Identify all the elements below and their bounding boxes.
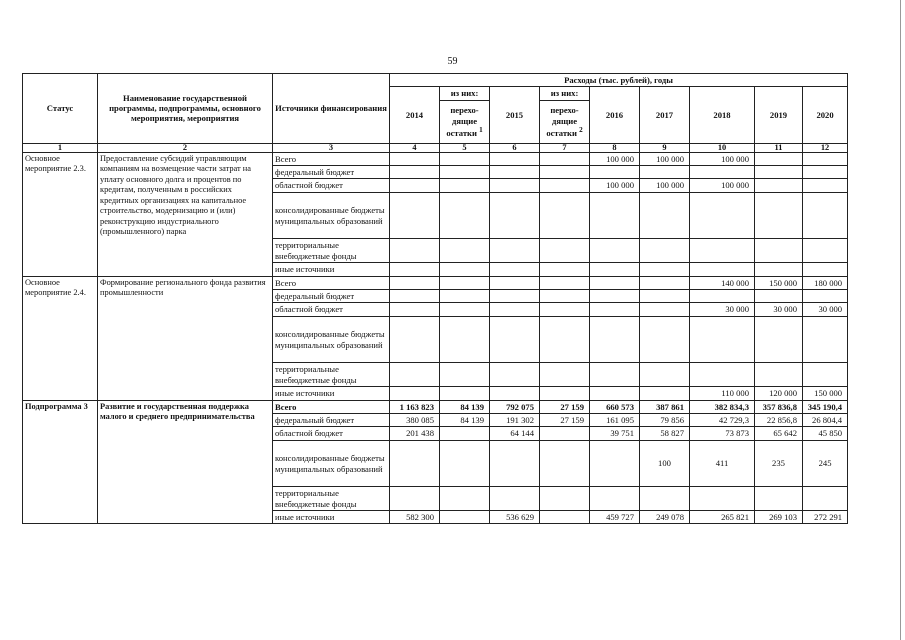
header-expenses: Расходы (тыс. рублей), годы xyxy=(390,74,848,87)
value-cell: 150 000 xyxy=(755,276,803,289)
value-cell: 120 000 xyxy=(755,387,803,400)
value-cell xyxy=(590,263,640,276)
value-cell xyxy=(640,303,690,317)
header-of-them-2015: из них: xyxy=(540,87,590,100)
value-cell xyxy=(390,239,440,263)
value-cell: 536 629 xyxy=(490,511,540,524)
value-cell xyxy=(755,239,803,263)
value-cell xyxy=(590,441,640,487)
value-cell xyxy=(640,193,690,239)
header-year-2018: 2018 xyxy=(690,87,755,143)
value-cell xyxy=(440,427,490,441)
value-cell xyxy=(690,263,755,276)
value-cell xyxy=(640,387,690,400)
value-cell xyxy=(590,165,640,178)
value-cell xyxy=(390,193,440,239)
funding-source: Всего xyxy=(273,276,390,289)
header-status: Статус xyxy=(23,74,98,144)
value-cell xyxy=(590,193,640,239)
value-cell: 110 000 xyxy=(690,387,755,400)
value-cell: 411 xyxy=(690,441,755,487)
value-cell xyxy=(440,363,490,387)
header-year-2020: 2020 xyxy=(803,87,848,143)
column-number: 10 xyxy=(690,143,755,152)
value-cell: 191 302 xyxy=(490,413,540,426)
value-cell xyxy=(755,289,803,302)
value-cell xyxy=(490,441,540,487)
value-cell xyxy=(490,317,540,363)
header-year-2019: 2019 xyxy=(755,87,803,143)
value-cell: 42 729,3 xyxy=(690,413,755,426)
value-cell xyxy=(540,289,590,302)
value-cell xyxy=(755,193,803,239)
value-cell xyxy=(590,239,640,263)
value-cell xyxy=(540,179,590,193)
value-cell xyxy=(390,263,440,276)
funding-source: федеральный бюджет xyxy=(273,413,390,426)
value-cell: 201 438 xyxy=(390,427,440,441)
value-cell: 30 000 xyxy=(755,303,803,317)
value-cell xyxy=(490,487,540,511)
value-cell xyxy=(540,487,590,511)
funding-source: Всего xyxy=(273,152,390,165)
value-cell: 26 804,4 xyxy=(803,413,848,426)
value-cell xyxy=(390,487,440,511)
value-cell xyxy=(390,317,440,363)
funding-source: консолидированные бюджеты муниципальных образований xyxy=(273,193,390,239)
value-cell xyxy=(640,263,690,276)
funding-source: федеральный бюджет xyxy=(273,289,390,302)
funding-source: консолидированные бюджеты муниципальных образований xyxy=(273,441,390,487)
value-cell xyxy=(490,276,540,289)
value-cell: 249 078 xyxy=(640,511,690,524)
header-year-2015: 2015 xyxy=(490,87,540,143)
value-cell xyxy=(803,289,848,302)
section-status: Подпрограмма 3 xyxy=(23,400,98,524)
value-cell xyxy=(690,239,755,263)
value-cell: 792 075 xyxy=(490,400,540,413)
value-cell xyxy=(640,239,690,263)
value-cell: 100 000 xyxy=(690,152,755,165)
column-number: 9 xyxy=(640,143,690,152)
value-cell: 73 873 xyxy=(690,427,755,441)
value-cell xyxy=(755,317,803,363)
value-cell xyxy=(440,441,490,487)
value-cell xyxy=(640,317,690,363)
value-cell: 345 190,4 xyxy=(803,400,848,413)
value-cell xyxy=(690,363,755,387)
value-cell xyxy=(755,363,803,387)
column-number: 7 xyxy=(540,143,590,152)
value-cell xyxy=(440,511,490,524)
funding-source: Всего xyxy=(273,400,390,413)
value-cell xyxy=(803,193,848,239)
value-cell xyxy=(540,427,590,441)
value-cell xyxy=(440,387,490,400)
value-cell xyxy=(540,387,590,400)
funding-source: консолидированные бюджеты муниципальных образований xyxy=(273,317,390,363)
value-cell xyxy=(690,487,755,511)
value-cell: 100 xyxy=(640,441,690,487)
column-number: 6 xyxy=(490,143,540,152)
funding-source: областной бюджет xyxy=(273,179,390,193)
value-cell: 30 000 xyxy=(690,303,755,317)
value-cell: 84 139 xyxy=(440,400,490,413)
value-cell: 161 095 xyxy=(590,413,640,426)
value-cell xyxy=(490,387,540,400)
value-cell: 58 827 xyxy=(640,427,690,441)
value-cell xyxy=(490,179,540,193)
value-cell xyxy=(390,179,440,193)
value-cell xyxy=(803,152,848,165)
value-cell: 30 000 xyxy=(803,303,848,317)
value-cell: 459 727 xyxy=(590,511,640,524)
funding-source: территориальные внебюджетные фонды xyxy=(273,487,390,511)
value-cell xyxy=(540,363,590,387)
value-cell xyxy=(803,179,848,193)
value-cell: 79 856 xyxy=(640,413,690,426)
funding-source: областной бюджет xyxy=(273,303,390,317)
value-cell xyxy=(540,152,590,165)
value-cell xyxy=(390,441,440,487)
value-cell xyxy=(640,289,690,302)
header-carryover-2015: перехо- дящие остатки $^2$ xyxy=(540,100,590,143)
column-number: 4 xyxy=(390,143,440,152)
value-cell xyxy=(440,152,490,165)
value-cell xyxy=(803,239,848,263)
value-cell xyxy=(540,511,590,524)
value-cell xyxy=(440,289,490,302)
value-cell xyxy=(390,289,440,302)
value-cell xyxy=(490,193,540,239)
value-cell xyxy=(440,165,490,178)
value-cell xyxy=(690,165,755,178)
value-cell: 100 000 xyxy=(690,179,755,193)
column-number: 2 xyxy=(98,143,273,152)
value-cell: 357 836,8 xyxy=(755,400,803,413)
value-cell xyxy=(440,487,490,511)
funding-source: областной бюджет xyxy=(273,427,390,441)
value-cell xyxy=(390,303,440,317)
value-cell xyxy=(803,263,848,276)
value-cell: 180 000 xyxy=(803,276,848,289)
value-cell xyxy=(690,193,755,239)
value-cell xyxy=(640,165,690,178)
value-cell xyxy=(690,289,755,302)
value-cell xyxy=(490,289,540,302)
value-cell xyxy=(640,487,690,511)
value-cell xyxy=(490,363,540,387)
value-cell xyxy=(590,387,640,400)
value-cell: 65 642 xyxy=(755,427,803,441)
value-cell xyxy=(590,289,640,302)
header-year-2016: 2016 xyxy=(590,87,640,143)
value-cell xyxy=(440,239,490,263)
value-cell: 64 144 xyxy=(490,427,540,441)
column-number: 5 xyxy=(440,143,490,152)
value-cell: 582 300 xyxy=(390,511,440,524)
value-cell xyxy=(540,317,590,363)
value-cell xyxy=(590,487,640,511)
value-cell xyxy=(803,317,848,363)
column-number: 11 xyxy=(755,143,803,152)
value-cell: 84 139 xyxy=(440,413,490,426)
funding-source: иные источники xyxy=(273,511,390,524)
value-cell: 265 821 xyxy=(690,511,755,524)
value-cell xyxy=(590,276,640,289)
value-cell xyxy=(755,152,803,165)
table-row xyxy=(23,400,848,413)
value-cell: 245 xyxy=(803,441,848,487)
value-cell: 660 573 xyxy=(590,400,640,413)
value-cell xyxy=(540,193,590,239)
column-number: 8 xyxy=(590,143,640,152)
value-cell xyxy=(690,317,755,363)
column-numbers-row xyxy=(23,143,848,152)
column-number: 3 xyxy=(273,143,390,152)
value-cell xyxy=(540,165,590,178)
financing-table xyxy=(22,73,848,524)
header-name: Наименование государственной программы, подпрограммы, основного мероприятия, мероприятия xyxy=(98,74,273,144)
value-cell: 45 850 xyxy=(803,427,848,441)
value-cell: 27 159 xyxy=(540,413,590,426)
value-cell xyxy=(755,165,803,178)
value-cell xyxy=(440,263,490,276)
value-cell xyxy=(440,276,490,289)
value-cell xyxy=(440,317,490,363)
header-year-2014: 2014 xyxy=(390,87,440,143)
value-cell xyxy=(390,165,440,178)
value-cell xyxy=(540,239,590,263)
page-number: 59 xyxy=(447,56,458,67)
value-cell xyxy=(540,276,590,289)
table-row xyxy=(23,276,848,289)
value-cell: 387 861 xyxy=(640,400,690,413)
value-cell: 39 751 xyxy=(590,427,640,441)
value-cell: 382 834,3 xyxy=(690,400,755,413)
section-name: Предоставление субсидий управляющим компаниям на возмещение части затрат на уплату основного долга и процентов по кредитам, полученным в российских кредитных организациях на капитальное строительство, модернизацию и (или) реконструкцию индустриального (промышленного) парка xyxy=(98,152,273,276)
column-number: 1 xyxy=(23,143,98,152)
value-cell: 22 856,8 xyxy=(755,413,803,426)
value-cell xyxy=(590,363,640,387)
scan-edge-line xyxy=(900,0,901,640)
column-number: 12 xyxy=(803,143,848,152)
value-cell xyxy=(390,276,440,289)
section-name: Формирование регионального фонда развития промышленности xyxy=(98,276,273,400)
value-cell: 150 000 xyxy=(803,387,848,400)
funding-source: федеральный бюджет xyxy=(273,165,390,178)
value-cell xyxy=(540,441,590,487)
value-cell: 100 000 xyxy=(590,179,640,193)
value-cell xyxy=(640,276,690,289)
value-cell xyxy=(640,363,690,387)
value-cell xyxy=(490,263,540,276)
value-cell xyxy=(390,363,440,387)
funding-source: иные источники xyxy=(273,387,390,400)
funding-source: территориальные внебюджетные фонды xyxy=(273,363,390,387)
value-cell xyxy=(540,263,590,276)
value-cell: 100 000 xyxy=(590,152,640,165)
value-cell xyxy=(390,152,440,165)
value-cell: 100 000 xyxy=(640,179,690,193)
table-row xyxy=(23,152,848,165)
value-cell xyxy=(440,193,490,239)
value-cell: 269 103 xyxy=(755,511,803,524)
value-cell: 1 163 823 xyxy=(390,400,440,413)
value-cell xyxy=(440,179,490,193)
funding-source: территориальные внебюджетные фонды xyxy=(273,239,390,263)
value-cell: 27 159 xyxy=(540,400,590,413)
value-cell: 272 291 xyxy=(803,511,848,524)
value-cell xyxy=(755,179,803,193)
value-cell xyxy=(490,303,540,317)
value-cell xyxy=(590,303,640,317)
value-cell xyxy=(440,303,490,317)
value-cell xyxy=(490,152,540,165)
value-cell xyxy=(755,487,803,511)
value-cell: 235 xyxy=(755,441,803,487)
section-name: Развитие и государственная поддержка малого и среднего предпринимательства xyxy=(98,400,273,524)
header-of-them-2014: из них: xyxy=(440,87,490,100)
value-cell xyxy=(803,363,848,387)
section-status: Основное мероприятие 2.3. xyxy=(23,152,98,276)
funding-source: иные источники xyxy=(273,263,390,276)
value-cell: 140 000 xyxy=(690,276,755,289)
value-cell: 380 085 xyxy=(390,413,440,426)
section-status: Основное мероприятие 2.4. xyxy=(23,276,98,400)
value-cell xyxy=(490,165,540,178)
value-cell xyxy=(755,263,803,276)
value-cell xyxy=(803,487,848,511)
value-cell xyxy=(490,239,540,263)
value-cell xyxy=(390,387,440,400)
value-cell xyxy=(803,165,848,178)
header-year-2017: 2017 xyxy=(640,87,690,143)
header-carryover-2014: перехо- дящие остатки $^1$ xyxy=(440,100,490,143)
header-sources: Источники финансирования xyxy=(273,74,390,144)
value-cell xyxy=(590,317,640,363)
value-cell xyxy=(540,303,590,317)
value-cell: 100 000 xyxy=(640,152,690,165)
